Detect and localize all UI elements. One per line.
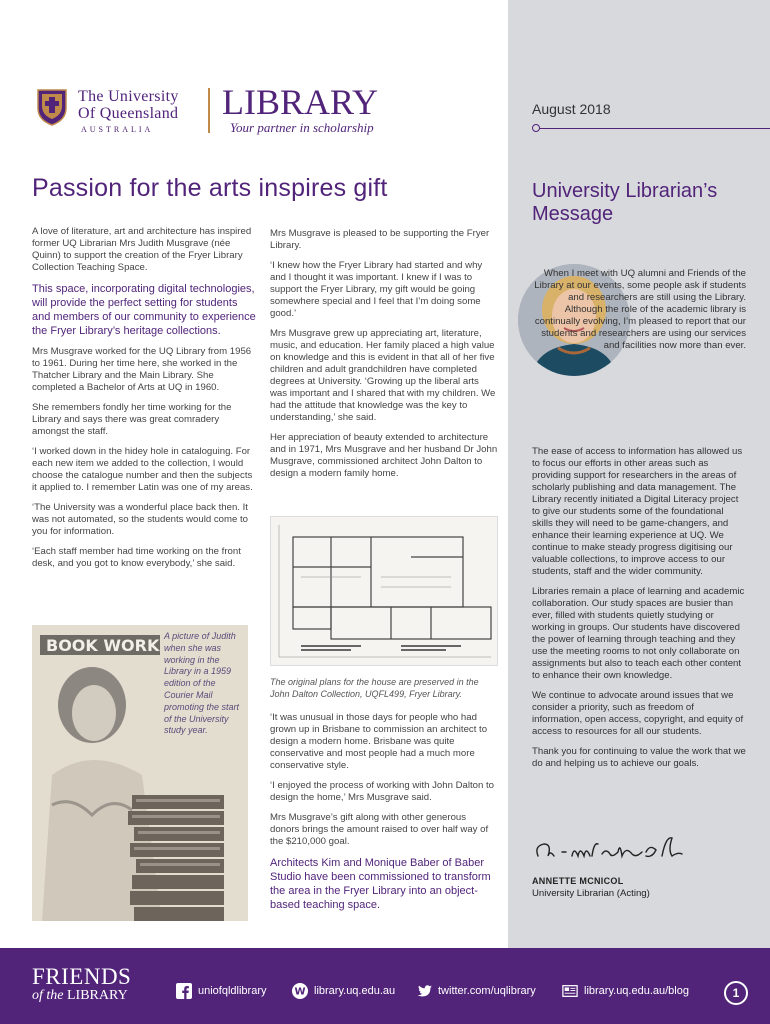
uq-name-line2: Of Queensland [78, 105, 179, 122]
library-wordmark: LIBRARY [222, 82, 379, 122]
friends-logo-line2 [32, 988, 128, 1004]
paragraph: Mrs Musgrave grew up appreciating art, literature, music, and education. Her family placed a high value on knowledge and this is evident in that all of her five children and adult grandchildren have completed degrees at University. ‘Growing up the liberal arts was important and I shared that with my children. We had the attitude that knowledge was the key to understanding,’ she said. [270, 328, 496, 423]
sidebar-title: University Librarian’s Message [532, 180, 718, 225]
highlight-paragraph: Architects Kim and Monique Baber of Baber Studio have been commissioned to transform the area in the Fryer Library into an object-based teaching space. [270, 857, 491, 911]
logo-divider [208, 88, 210, 133]
blog-link[interactable] [562, 982, 689, 1000]
article-column-2-continued [270, 712, 498, 920]
twitter-link[interactable] [416, 982, 536, 1000]
handwritten-signature [532, 832, 712, 866]
paragraph: A love of literature, art and architecture has inspired former UQ Librarian Mrs Judith Musgrave (née Quinn) to support the creation of the Fryer Library Collection Teaching Space. [32, 226, 252, 273]
friends-logo-library: LIBRARY [67, 988, 128, 1003]
sidebar-intro: When I meet with UQ alumni and Friends of the Library at our events, some people ask if students and researchers are still using the Library. Although the role of the academic library is continually evolving, I’m pleased to report that our students and researchers are using our services and facilities now more than ever. [534, 268, 746, 351]
article-headline: Passion for the arts inspires gift [32, 174, 388, 202]
paragraph: Thank you for continuing to value the work that we do and helping us to achieve our goals. [532, 746, 746, 769]
paragraph: ‘I enjoyed the process of working with John Dalton to design the home,’ Mrs Musgrave said. [270, 780, 494, 803]
photo-caption: A picture of Judith when she was working in the Library in a 1959 edition of the Courier Mail promoting the start of the University study year. [164, 631, 240, 736]
paragraph: We continue to advocate around issues that we consider a priority, such as freedom of information, open access, copyright, and equity of access to resources for all our students. [532, 690, 744, 737]
article-column-2 [270, 228, 498, 488]
twitter-bird-icon [416, 983, 432, 999]
date-rule [536, 128, 770, 129]
svg-text:W: W [294, 986, 306, 998]
signatory-role: University Librarian (Acting) [532, 888, 650, 899]
website-label: library.uq.edu.au [314, 985, 396, 997]
paragraph: Mrs Musgrave’s gift along with other generous donors brings the amount raised to over half way of the $210,000 goal. [270, 812, 489, 847]
paragraph: ‘I knew how the Fryer Library had started and why and I thought it was important. I knew if I was to support the Fryer Library, my gift would be going somewhere special and I feel that I’m doing some good.’ [270, 260, 483, 319]
sidebar-message-body [532, 446, 746, 778]
paragraph: Her appreciation of beauty extended to architecture and in 1971, Mrs Musgrave and her husband Dr John Musgrave, commissioned architect John Dalton to design a modern family home. [270, 432, 498, 479]
photo-headline: BOOK WORK [46, 636, 160, 655]
paragraph: Mrs Musgrave worked for the UQ Library from 1956 to 1961. During her time here, she worked in the Thatcher Library and the Main Library. She completed a Bachelor of Arts at UQ in 1960. [32, 346, 252, 393]
blog-label: library.uq.edu.au/blog [584, 985, 689, 997]
twitter-label: twitter.com/uqlibrary [438, 985, 536, 997]
paragraph: Libraries remain a place of learning and academic collaboration. Our study spaces are busier than ever, filled with students quietly studying or working in groups. Our students have discovered the power of learning through teaching and they use the meeting rooms to not only collaborate on assignments but also to teach each other content to enhance their own knowledge. [532, 586, 745, 681]
page-number: 1 [724, 981, 748, 1005]
friends-logo-line1: FRIENDS [32, 964, 132, 989]
issue-date: August 2018 [532, 101, 611, 117]
blog-newspaper-icon [562, 983, 578, 999]
house-floor-plan [270, 516, 498, 666]
facebook-icon [176, 983, 192, 999]
friends-logo-of: of the [32, 988, 64, 1003]
date-rule-dot [532, 124, 540, 132]
paragraph: She remembers fondly her time working for the Library and says there was great comradery amongst the staff. [32, 402, 232, 437]
article-column-1 [32, 226, 258, 578]
highlight-paragraph: This space, incorporating digital technologies, will provide the perfect setting for students and members of our community to experience the Fryer Library’s heritage collections. [32, 283, 256, 337]
facebook-link[interactable] [176, 982, 266, 1000]
facebook-label: uniofqldlibrary [198, 985, 267, 997]
paragraph: ‘The University was a wonderful place back then. It was not automated, so the students would come to you for information. [32, 502, 248, 537]
uq-crest-icon [36, 88, 68, 126]
paragraph: ‘I worked down in the hidey hole in cataloguing. For each new item we added to the collection, I would choose the catalogue number and then the subjects it applied to. I remember Latin was one of my areas. [32, 446, 253, 493]
uq-logo [36, 86, 226, 136]
paragraph: ‘It was unusual in those days for people who had grown up in Brisbane to commission an architect to design a modern home. Brisbane was quite conservative and most people had a much more conservative style. [270, 712, 488, 771]
plan-caption: The original plans for the house are preserved in the John Dalton Collection, UQFL499, Fryer Library. [270, 677, 479, 699]
uq-name-line3: AUSTRALIA [81, 125, 154, 134]
website-link[interactable] [292, 982, 395, 1000]
signatory-name: ANNETTE MCNICOL [532, 876, 624, 886]
web-w-icon [292, 983, 308, 999]
uq-name-line1: The University [78, 88, 179, 105]
paragraph: ‘Each staff member had time working on the front desk, and you got to know everybody,’ she said. [32, 546, 241, 569]
paragraph: Mrs Musgrave is pleased to be supporting the Fryer Library. [270, 228, 490, 251]
paragraph: The ease of access to information has allowed us to focus our efforts in other areas such as providing support for researchers in the areas of scholarly publishing and data management. The Library recently initiated a Digital Literacy project to give our students some of the foundational skills they will need to be game-changers, and enhance their learning experience at UQ. We continue to make steady progress digitising our valuable collections, to improve access to our students, staff and the wider community. [532, 446, 743, 577]
floor-plan-drawing [271, 517, 499, 667]
library-tagline: Your partner in scholarship [230, 120, 374, 135]
